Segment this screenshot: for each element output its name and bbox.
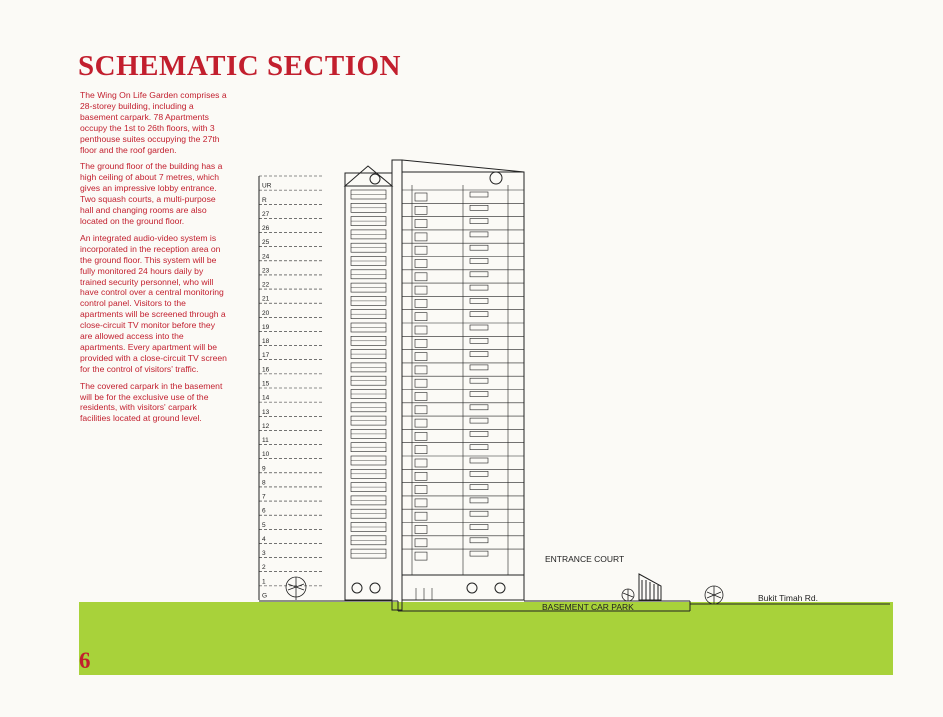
window [415, 206, 427, 214]
window [470, 431, 488, 436]
building-section [345, 160, 524, 610]
window [415, 273, 427, 281]
window [470, 298, 488, 303]
window [470, 232, 488, 237]
window [415, 432, 427, 440]
window [470, 378, 488, 383]
window [470, 219, 488, 224]
window [415, 220, 427, 228]
window [470, 272, 488, 277]
window [470, 325, 488, 330]
window [415, 326, 427, 334]
floor-label: 25 [262, 239, 270, 247]
tree-icon [622, 589, 634, 601]
window [470, 525, 488, 530]
floor-label: 10 [262, 451, 270, 459]
tree-icon [286, 577, 306, 600]
window [415, 446, 427, 454]
window [470, 352, 488, 357]
window [415, 526, 427, 534]
floor-label: 14 [262, 394, 270, 402]
description-paragraph-1: The Wing On Life Garden comprises a 28-storey building, including a basement carpark. 78 Apartments occupy the 1st to 26th floors, with 3 penthouse suites occupying the 27th floor and the roof garden. [80, 90, 227, 155]
floor-label: 5 [262, 521, 266, 529]
window [415, 486, 427, 494]
window [470, 365, 488, 370]
window [470, 498, 488, 503]
window [415, 419, 427, 427]
window [415, 353, 427, 361]
window [470, 392, 488, 397]
floor-scale [259, 176, 323, 600]
window [470, 192, 488, 197]
floor-label: 9 [262, 465, 266, 473]
floor-label: 27 [262, 210, 270, 218]
window [470, 418, 488, 423]
window [415, 366, 427, 374]
floor-label: 24 [262, 253, 270, 261]
window [415, 379, 427, 387]
page-number: 6 [79, 648, 91, 673]
tree-icon [705, 586, 723, 604]
floor-label: 22 [262, 281, 270, 289]
window [470, 458, 488, 463]
basement-car-park-label: BASEMENT CAR PARK [542, 602, 634, 612]
lobby [402, 575, 524, 600]
service-core [392, 160, 402, 610]
floor-label: 13 [262, 408, 270, 416]
window [470, 551, 488, 556]
floor-label: 8 [262, 479, 266, 487]
window [470, 338, 488, 343]
window [415, 472, 427, 480]
floor-label: 20 [262, 309, 270, 317]
window [415, 539, 427, 547]
window [470, 445, 488, 450]
floor-label: 6 [262, 507, 266, 515]
window [415, 299, 427, 307]
window [470, 538, 488, 543]
window [470, 511, 488, 516]
window [470, 485, 488, 490]
window [415, 339, 427, 347]
window [415, 393, 427, 401]
floor-label: 1 [262, 578, 266, 586]
floor-label: 3 [262, 550, 266, 558]
window [415, 286, 427, 294]
floor-label: 7 [262, 493, 266, 501]
floor-label: R [262, 196, 267, 204]
window [415, 499, 427, 507]
ground-window [370, 583, 380, 593]
window [415, 260, 427, 268]
floor-label: 19 [262, 323, 270, 331]
floor-label: 21 [262, 295, 270, 303]
floor-label: 12 [262, 422, 270, 430]
description-paragraph-2: The ground floor of the building has a high ceiling of about 7 metres, which gives an impressive lobby entrance. Two squash courts, a multi-purpose hall and changing rooms are also located on the ground floor. [80, 161, 223, 226]
window [415, 193, 427, 201]
floor-label: 23 [262, 267, 270, 275]
window [415, 459, 427, 467]
ground-window [352, 583, 362, 593]
floor-label: 17 [262, 352, 270, 360]
window [470, 405, 488, 410]
floor-label: G [262, 592, 268, 600]
window [415, 406, 427, 414]
window [470, 205, 488, 210]
page-title: SCHEMATIC SECTION [78, 50, 401, 82]
floor-label: 16 [262, 366, 270, 374]
window [470, 245, 488, 250]
roof-window [490, 172, 502, 184]
floor-label: UR [262, 182, 272, 190]
floor-label: 18 [262, 338, 270, 346]
window [415, 552, 427, 560]
left-tower-roof [345, 166, 392, 186]
floor-label: 26 [262, 225, 270, 233]
right-tower-roofline [402, 160, 524, 172]
window [470, 285, 488, 290]
floor-label: 2 [262, 564, 266, 572]
description-paragraph-3: An integrated audio-video system is incorporated in the reception area on the ground floor. This system will be fully monitored 24 hours daily by trained security personnel, who will have control over a central monitoring control panel. Visitors to the apartments will be screened through a close-circuit TV monitor before they are allowed access into the apartments. Every apartment will be provided with a close-circuit TV screen for the control of visitors' traffic. [80, 232, 227, 374]
window [470, 471, 488, 476]
description-paragraph-4: The covered carpark in the basement will be for the exclusive use of the residents, with visitors' carpark facilities located at ground level. [80, 380, 223, 424]
window [415, 246, 427, 254]
floor-label: 11 [262, 437, 269, 445]
window [470, 312, 488, 317]
window [415, 313, 427, 321]
window [470, 259, 488, 264]
entrance-court-label: ENTRANCE COURT [545, 554, 625, 564]
floor-label: 4 [262, 535, 266, 543]
window [415, 512, 427, 520]
window [415, 233, 427, 241]
ground-band [79, 602, 893, 675]
floor-label: 15 [262, 380, 270, 388]
roof-window [370, 174, 380, 184]
road-label: Bukit Timah Rd. [758, 593, 818, 603]
